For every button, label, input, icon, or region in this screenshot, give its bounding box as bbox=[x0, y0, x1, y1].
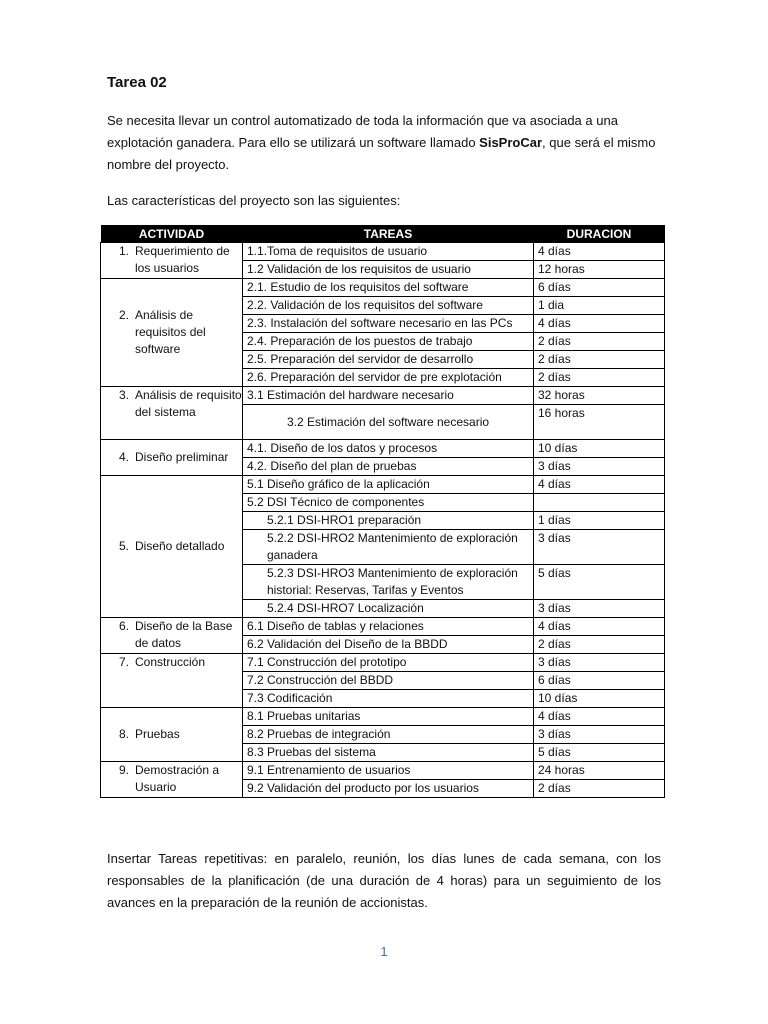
duration-cell: 10 días bbox=[534, 690, 665, 708]
task-cell: 7.2 Construcción del BBDD bbox=[243, 672, 534, 690]
activity-label: Diseño de la Base de datos bbox=[135, 619, 233, 650]
task-cell: 9.2 Validación del producto por los usuarios bbox=[243, 780, 534, 798]
duration-cell: 3 días bbox=[534, 600, 665, 618]
table-row bbox=[101, 279, 665, 297]
task-cell: 8.1 Pruebas unitarias bbox=[243, 708, 534, 726]
table-row bbox=[101, 476, 665, 494]
duration-cell: 2 días bbox=[534, 333, 665, 351]
header-duration: DURACION bbox=[534, 225, 665, 243]
task-cell: 3.2 Estimación del software necesario bbox=[243, 405, 534, 440]
activity-number: 4. bbox=[118, 450, 129, 464]
activity-cell bbox=[101, 279, 243, 387]
duration-cell: 4 días bbox=[534, 315, 665, 333]
task-cell: 5.2.3 DSI-HRO3 Mantenimiento de exploración historial: Reservas, Tarifas y Eventos bbox=[243, 565, 534, 600]
table-row bbox=[101, 618, 665, 636]
activity-number: 3. bbox=[118, 388, 129, 402]
activity-label: Diseño detallado bbox=[135, 539, 225, 553]
activity-label: Diseño preliminar bbox=[135, 450, 229, 464]
task-cell: 5.2.2 DSI-HRO2 Mantenimiento de exploración ganadera bbox=[243, 530, 534, 565]
activity-number: 7. bbox=[118, 655, 129, 669]
table-header-row bbox=[101, 225, 665, 243]
duration-cell: 4 días bbox=[534, 243, 665, 261]
intro-paragraph bbox=[107, 110, 667, 176]
duration-cell: 4 días bbox=[534, 476, 665, 494]
duration-cell: 3 días bbox=[534, 530, 665, 565]
activity-cell bbox=[101, 762, 243, 798]
duration-cell: 2 días bbox=[534, 780, 665, 798]
table-body bbox=[101, 243, 665, 798]
duration-cell: 16 horas bbox=[534, 405, 665, 440]
activity-cell bbox=[101, 440, 243, 476]
activity-number: 1. bbox=[118, 244, 129, 258]
duration-cell: 6 días bbox=[534, 672, 665, 690]
activity-cell bbox=[101, 243, 243, 279]
task-cell: 6.2 Validación del Diseño de la BBDD bbox=[243, 636, 534, 654]
task-cell: 8.2 Pruebas de integración bbox=[243, 726, 534, 744]
duration-cell: 2 días bbox=[534, 636, 665, 654]
task-cell: 7.1 Construcción del prototipo bbox=[243, 654, 534, 672]
task-cell: 5.2 DSI Técnico de componentes bbox=[243, 494, 534, 512]
duration-cell: 3 días bbox=[534, 654, 665, 672]
activity-number: 9. bbox=[118, 763, 129, 777]
duration-cell: 5 días bbox=[534, 744, 665, 762]
duration-cell: 4 días bbox=[534, 708, 665, 726]
table-row bbox=[101, 387, 665, 405]
task-cell: 2.3. Instalación del software necesario en las PCs bbox=[243, 315, 534, 333]
activity-label: Análisis de requisito del sistema bbox=[135, 388, 242, 419]
activity-label: Demostración a Usuario bbox=[135, 763, 220, 794]
activity-label: Construcción bbox=[135, 655, 206, 669]
duration-cell: 2 días bbox=[534, 369, 665, 387]
task-cell: 3.1 Estimación del hardware necesario bbox=[243, 387, 534, 405]
task-cell: 7.3 Codificación bbox=[243, 690, 534, 708]
project-table bbox=[100, 225, 665, 798]
duration-cell: 3 días bbox=[534, 458, 665, 476]
page-number: 1 bbox=[380, 944, 388, 959]
duration-cell: 1 dia bbox=[534, 297, 665, 315]
task-cell: 2.6. Preparación del servidor de pre explotación bbox=[243, 369, 534, 387]
intro-text-before: Se necesita llevar un control automatizado de toda la información que va asociada a una explotación ganadera. Para ello se utilizará un software llamado bbox=[107, 113, 618, 150]
duration-cell: 32 horas bbox=[534, 387, 665, 405]
table-row bbox=[101, 440, 665, 458]
activity-label: Análisis de requisitos del software bbox=[135, 308, 206, 356]
table-row bbox=[101, 762, 665, 780]
task-cell: 4.1. Diseño de los datos y procesos bbox=[243, 440, 534, 458]
duration-cell: 10 días bbox=[534, 440, 665, 458]
activity-label: Pruebas bbox=[135, 727, 180, 741]
document-title: Tarea 02 bbox=[107, 74, 167, 91]
task-cell: 2.1. Estudio de los requisitos del software bbox=[243, 279, 534, 297]
task-cell: 4.2. Diseño del plan de pruebas bbox=[243, 458, 534, 476]
software-name: SisProCar bbox=[479, 135, 543, 150]
task-cell: 5.1 Diseño gráfico de la aplicación bbox=[243, 476, 534, 494]
activity-number: 8. bbox=[118, 727, 129, 741]
duration-cell bbox=[534, 494, 665, 512]
table-row bbox=[101, 654, 665, 672]
duration-cell: 1 días bbox=[534, 512, 665, 530]
task-cell: 5.2.4 DSI-HRO7 Localización bbox=[243, 600, 534, 618]
table-row bbox=[101, 708, 665, 726]
duration-cell: 5 días bbox=[534, 565, 665, 600]
activity-number: 2. bbox=[118, 308, 129, 322]
activity-cell bbox=[101, 618, 243, 654]
duration-cell: 4 días bbox=[534, 618, 665, 636]
duration-cell: 3 días bbox=[534, 726, 665, 744]
header-tasks: TAREAS bbox=[243, 225, 534, 243]
task-cell: 2.4. Preparación de los puestos de trabajo bbox=[243, 333, 534, 351]
table-row bbox=[101, 243, 665, 261]
duration-cell: 6 días bbox=[534, 279, 665, 297]
activity-cell bbox=[101, 387, 243, 440]
activity-number: 6. bbox=[118, 619, 129, 633]
task-cell: 1.2 Validación de los requisitos de usuario bbox=[243, 261, 534, 279]
task-cell: 9.1 Entrenamiento de usuarios bbox=[243, 762, 534, 780]
task-cell: 2.5. Preparación del servidor de desarrollo bbox=[243, 351, 534, 369]
header-activity: ACTIVIDAD bbox=[101, 225, 243, 243]
activity-number: 5. bbox=[118, 539, 129, 553]
duration-cell: 24 horas bbox=[534, 762, 665, 780]
intro-text-after: , que será el mismo nombre del proyecto. bbox=[107, 135, 656, 172]
footer-paragraph: Insertar Tareas repetitivas: en paralelo, reunión, los días lunes de cada semana, con los responsables de la planificación (de una duración de 4 horas) para un seguimiento de los avances en la preparación de la reunión de accionistas. bbox=[107, 851, 661, 910]
activity-cell bbox=[101, 654, 243, 708]
activity-label: Requerimiento de los usuarios bbox=[135, 244, 230, 275]
task-cell: 5.2.1 DSI-HRO1 preparación bbox=[243, 512, 534, 530]
task-cell: 2.2. Validación de los requisitos del software bbox=[243, 297, 534, 315]
task-cell: 1.1.Toma de requisitos de usuario bbox=[243, 243, 534, 261]
duration-cell: 12 horas bbox=[534, 261, 665, 279]
task-cell: 6.1 Diseño de tablas y relaciones bbox=[243, 618, 534, 636]
activity-cell bbox=[101, 476, 243, 618]
activity-cell bbox=[101, 708, 243, 762]
task-cell: 8.3 Pruebas del sistema bbox=[243, 744, 534, 762]
lead-paragraph: Las características del proyecto son las siguientes: bbox=[107, 193, 401, 208]
duration-cell: 2 días bbox=[534, 351, 665, 369]
